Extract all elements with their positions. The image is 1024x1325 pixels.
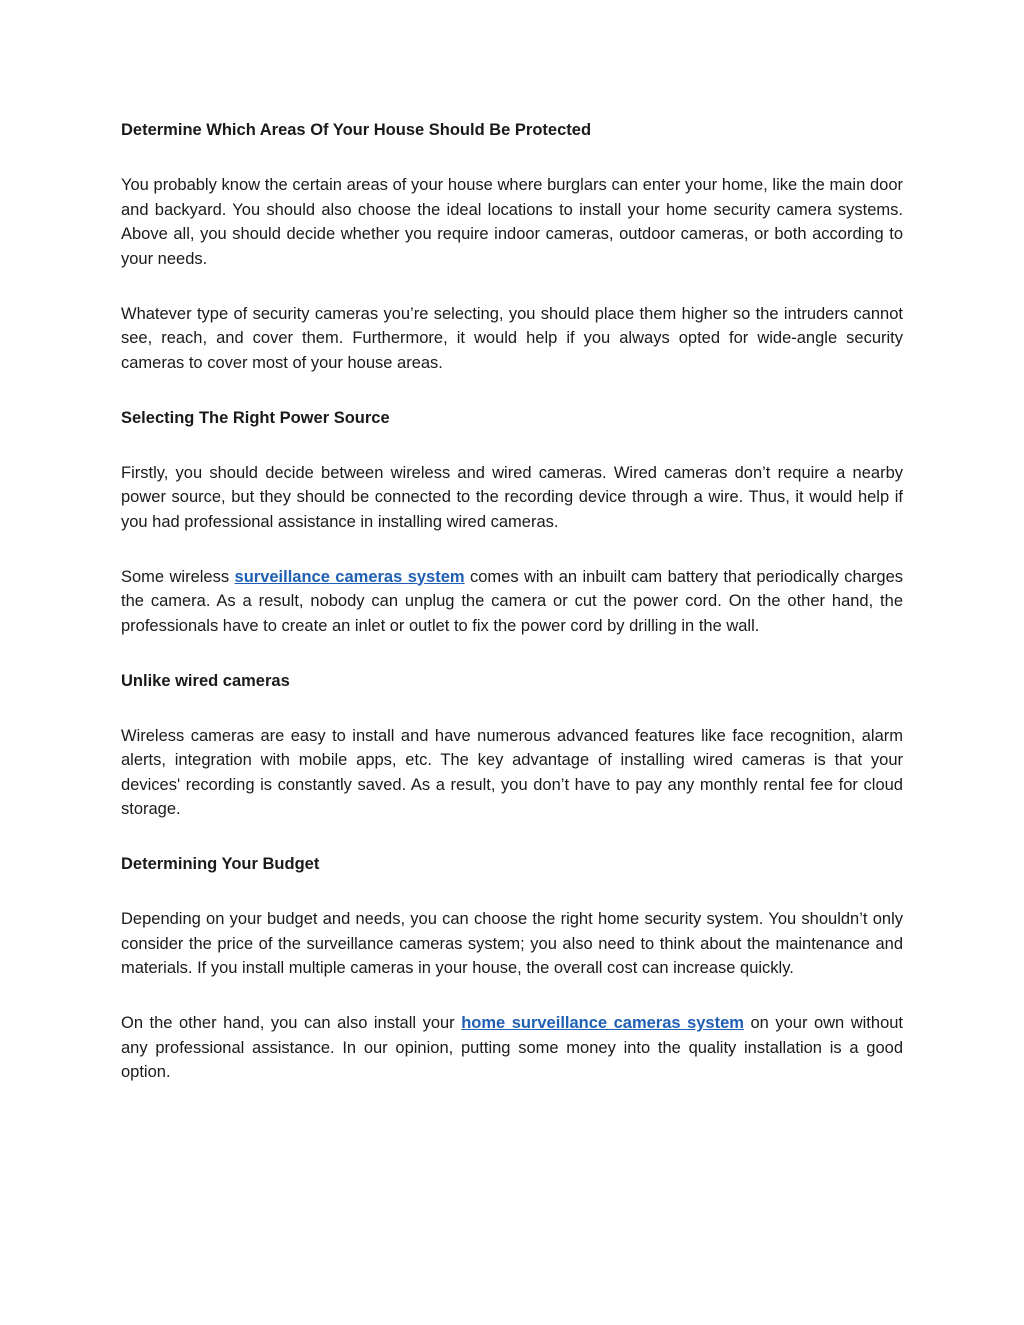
paragraph: Depending on your budget and needs, you can choose the right home security system. You shouldn’t only consider the price of the surveillance cameras system; you also need to think about the maintenance and materials. If you install multiple cameras in your house, the overall cost can increase quickly. xyxy=(121,910,903,977)
home-surveillance-cameras-system-link[interactable]: home surveillance cameras system xyxy=(461,1014,744,1032)
section-heading: Determine Which Areas Of Your House Should Be Protected xyxy=(121,121,592,139)
section-heading: Determining Your Budget xyxy=(121,855,320,873)
paragraph: Whatever type of security cameras you’re selecting, you should place them higher so the intruders cannot see, reach, and cover them. Furthermore, it would help if you always opted for wide-angle security cameras to cover most of your house areas. xyxy=(121,304,903,372)
paragraph: You probably know the certain areas of your house where burglars can enter your home, like the main door and backyard. You should also choose the ideal locations to install your home security camera systems. Above all, you should decide whether you require indoor cameras, outdoor cameras, or both according to your needs. xyxy=(121,176,903,268)
paragraph-with-link xyxy=(121,565,903,639)
paragraph-with-link xyxy=(121,1011,903,1085)
section-heading: Unlike wired cameras xyxy=(121,671,290,690)
paragraph-text-before-link: On the other hand, you can also install your xyxy=(121,1014,462,1032)
paragraph-text-after-link: comes with an inbuilt cam battery that periodically charges the camera. As a result, nobody can unplug the camera or cut the power cord. On the other hand, the professionals have to create an inlet or outlet to fix the power cord by drilling in the wall. xyxy=(121,567,904,635)
paragraph-text-after-link: on your own without any professional assistance. In our opinion, putting some money into the quality installation is a good option. xyxy=(121,1014,903,1081)
document-page xyxy=(121,118,903,1115)
paragraph: Firstly, you should decide between wireless and wired cameras. Wired cameras don’t require a nearby power source, but they should be connected to the recording device through a wire. Thus, it would help if you had professional assistance in installing wired cameras. xyxy=(121,463,903,531)
section-heading: Selecting The Right Power Source xyxy=(121,408,390,427)
paragraph: Wireless cameras are easy to install and have numerous advanced features like face recognition, alarm alerts, integration with mobile apps, etc. The key advantage of installing wired cameras is that your devices' recording is constantly saved. As a result, you don’t have to pay any monthly rental fee for cloud storage. xyxy=(121,726,903,818)
paragraph-text-before-link: Some wireless xyxy=(121,567,235,586)
surveillance-cameras-system-link[interactable]: surveillance cameras system xyxy=(234,567,465,586)
